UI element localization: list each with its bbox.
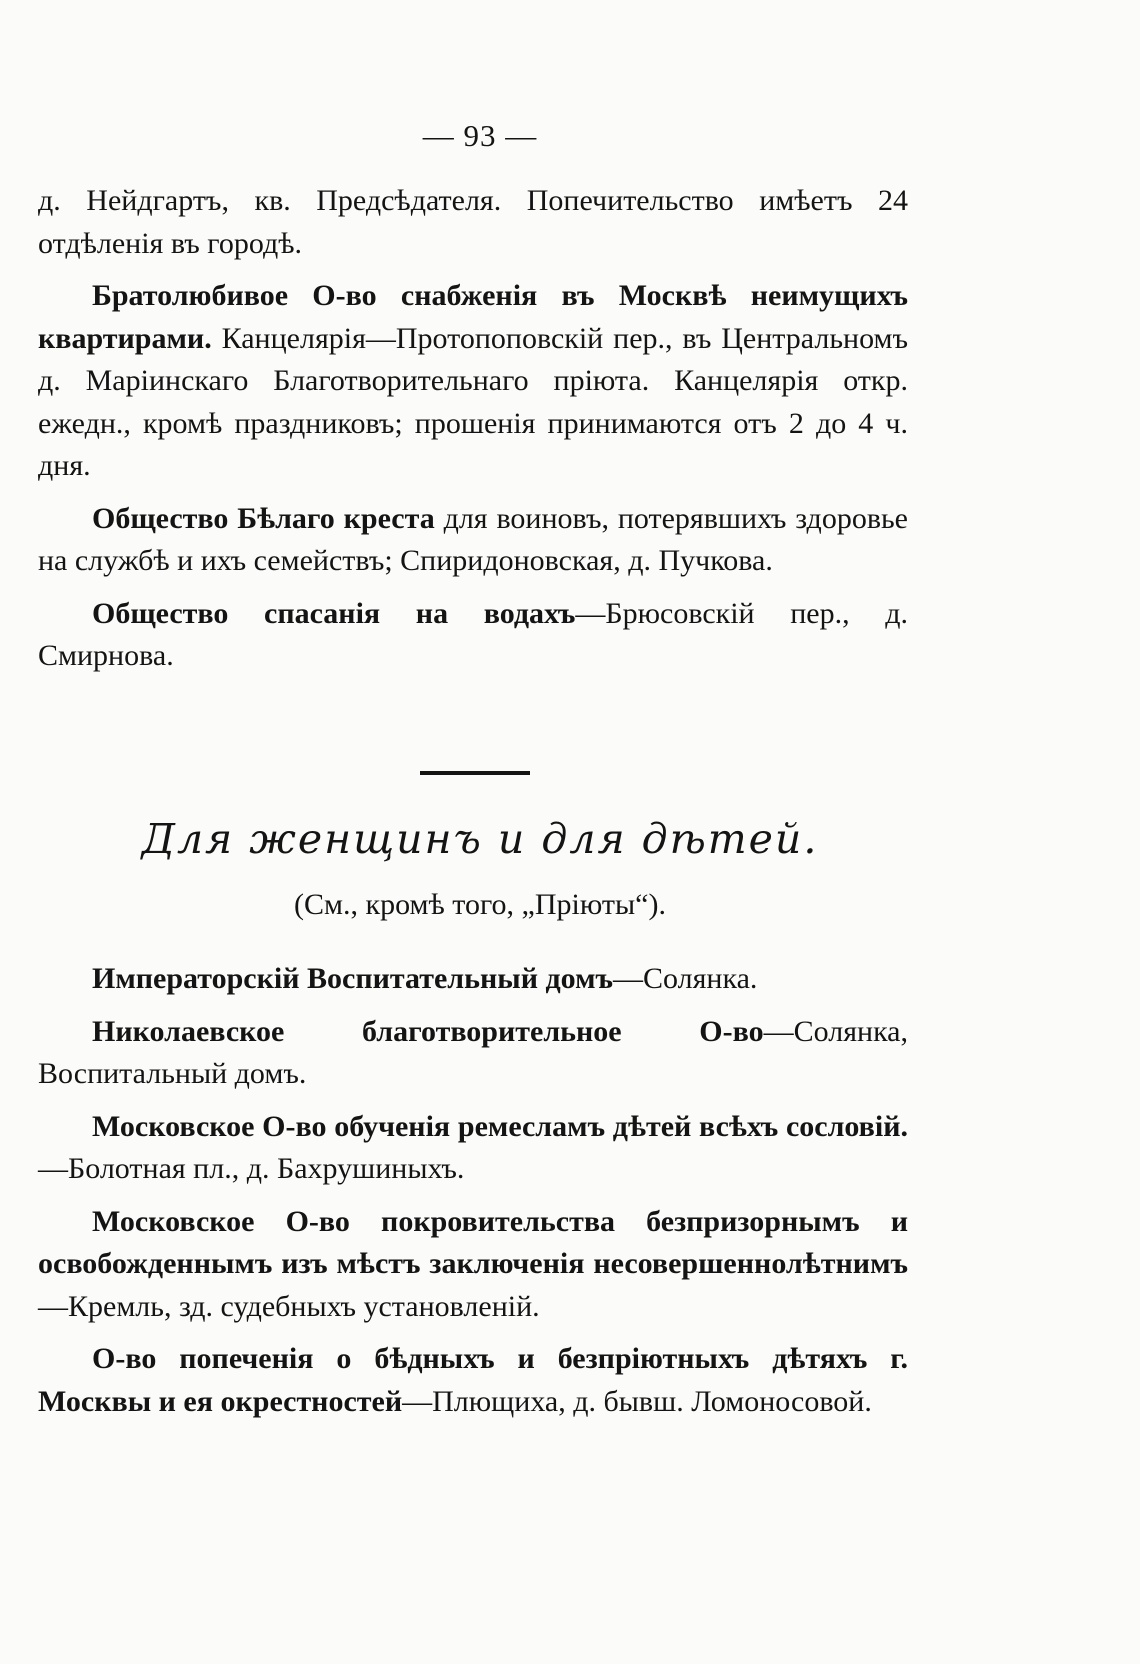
entry-org: Общество Бѣлаго креста bbox=[92, 501, 435, 535]
entry-4 bbox=[38, 958, 908, 1001]
bottom-entries bbox=[38, 958, 908, 1433]
section-title: Для женщинъ и для дѣтей. bbox=[141, 815, 819, 863]
entry-text: —Солянка, Воспитальный домъ. bbox=[38, 1014, 908, 1090]
entry-6 bbox=[38, 1106, 908, 1191]
entry-text: —Кремль, зд. судебныхъ установленій. bbox=[38, 1289, 540, 1323]
entry-text: —Плющиха, д. бывш. Ломоносовой. bbox=[402, 1384, 872, 1418]
section-divider bbox=[420, 771, 530, 775]
entry-text: —Солянка. bbox=[613, 962, 758, 995]
section-note: (См., кромѣ того, „Пріюты“). bbox=[294, 888, 666, 921]
page-number: — 93 — bbox=[422, 118, 538, 153]
entry-0 bbox=[38, 180, 908, 265]
entry-org: Николаевское благотворительное О-во bbox=[92, 1014, 764, 1048]
entry-org: Братолюбивое О-во снабженія въ Москвѣ неимущихъ квартирами. bbox=[38, 279, 908, 355]
entry-7 bbox=[38, 1201, 908, 1329]
entry-text: Канцелярія—Протопоповскій пер., въ Центральномъ д. Маріинскаго Благотворительнаго пріюта. Канцелярія откр. ежедн., кромѣ праздниковъ; прошенія принимаются отъ 2 до 4 ч. дня. bbox=[38, 321, 908, 482]
entry-2 bbox=[38, 498, 908, 583]
top-entries bbox=[38, 180, 908, 688]
entry-text: —Брюсовскій пер., д. Смирнова. bbox=[38, 596, 909, 672]
entry-org: О-во попеченія о бѣдныхъ и безпріютныхъ дѣтяхъ г. Москвы и ея окрестностей bbox=[38, 1342, 908, 1418]
entry-3 bbox=[38, 593, 908, 678]
entry-org: Московское О-во обученія ремесламъ дѣтей всѣхъ сословій. bbox=[92, 1109, 908, 1143]
entry-org: Императорскій Воспитательный домъ bbox=[92, 962, 614, 995]
entry-org: Московское О-во покровительства безпризорнымъ и освобожденнымъ изъ мѣстъ заключенія несовершеннолѣтнимъ bbox=[38, 1204, 908, 1280]
entry-text: д. Нейдгартъ, кв. Предсѣдателя. Попечительство имѣетъ 24 отдѣленія въ городѣ. bbox=[38, 184, 908, 260]
entry-8 bbox=[38, 1338, 908, 1423]
entry-text: —Болотная пл., д. Бахрушиныхъ. bbox=[38, 1152, 465, 1185]
entry-text: для воиновъ, потерявшихъ здоровье на службѣ и ихъ семействъ; Спиридоновская, д. Пучкова. bbox=[38, 501, 908, 577]
entry-org: Общество спасанія на водахъ bbox=[92, 596, 576, 630]
entry-1 bbox=[38, 275, 908, 488]
entry-5 bbox=[38, 1011, 908, 1096]
